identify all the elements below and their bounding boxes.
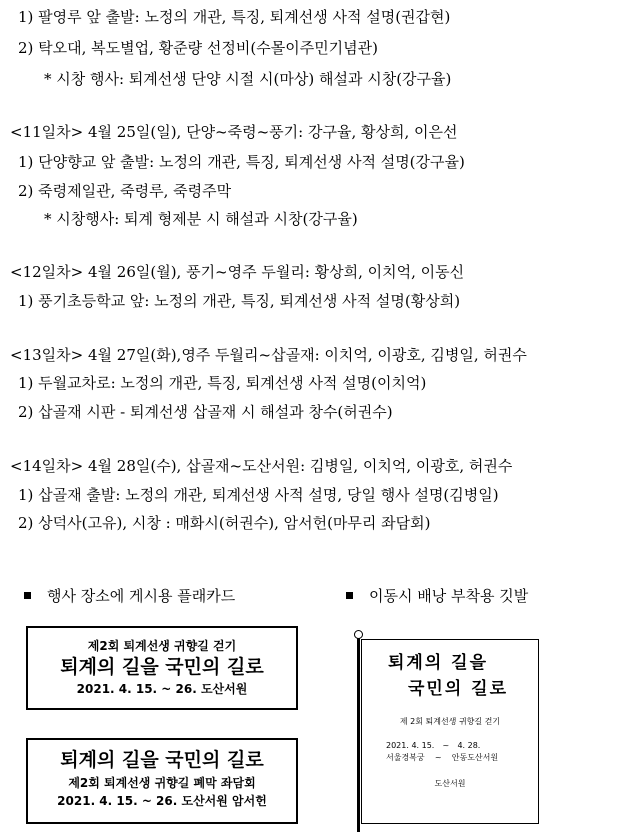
schedule-line: 1) 단양향교 앞 출발: 노정의 개관, 특징, 퇴계선생 사적 설명(강구율) — [18, 153, 465, 171]
flag-section-heading: 이동시 배낭 부착용 깃발 — [346, 587, 528, 605]
day-heading: <14일차> 4월 28일(수), 삽골재~도산서원: 김병일, 이치억, 이광호, 허권수 — [10, 457, 513, 475]
schedule-line: 1) 팔영루 앞 출발: 노정의 개관, 특징, 퇴계선생 사적 설명(권갑현) — [18, 8, 451, 26]
square-bullet-icon — [24, 592, 31, 599]
placard-subtitle: 제2회 퇴계선생 귀향길 걷기 — [87, 639, 237, 653]
flagpole — [357, 638, 360, 832]
flag-subtitle: 제 2회 퇴계선생 귀향길 걷기 — [399, 717, 501, 726]
flag-place-start: 서울경복궁 — [386, 753, 425, 762]
flag — [361, 639, 539, 824]
placard-title: 퇴계의 길을 국민의 길로 — [60, 749, 264, 771]
placard-title: 퇴계의 길을 국민의 길로 — [60, 656, 264, 678]
day-heading: <11일차> 4월 25일(일), 단양~죽령~풍기: 강구율, 황상희, 이은선 — [10, 123, 458, 141]
flag-place-end: 안동도산서원 — [451, 753, 499, 762]
flag-title-line2: 국민의 길로 — [408, 679, 509, 699]
schedule-line: 2) 상덕사(고유), 시창 : 매화시(허권수), 암서헌(마무리 좌담회) — [18, 514, 431, 532]
flag-footer: 도산서원 — [434, 779, 466, 788]
flag-dates — [362, 740, 538, 752]
schedule-line: 2) 죽령제일관, 죽령루, 죽령주막 — [18, 182, 232, 200]
flag-title-line1: 퇴계의 길을 — [388, 653, 489, 673]
placard-1 — [26, 626, 298, 710]
placard-date: 2021. 4. 15. ~ 26. 도산서원 — [76, 682, 248, 696]
schedule-line: 1) 삽골재 출발: 노정의 개관, 퇴계선생 사적 설명, 당일 행사 설명(김병일) — [18, 486, 499, 504]
day-heading: <12일차> 4월 26일(월), 풍기~영주 두월리: 황상희, 이치억, 이동신 — [10, 263, 465, 281]
flag-places — [362, 752, 538, 764]
schedule-line: 2) 탁오대, 복도별업, 황준량 선정비(수몰이주민기념관) — [18, 39, 379, 57]
schedule-line: 1) 풍기초등학교 앞: 노정의 개관, 특징, 퇴계선생 사적 설명(황상희) — [18, 292, 461, 310]
flag-date-tilde: ~ — [442, 741, 450, 750]
square-bullet-icon — [346, 592, 353, 599]
placard-subtitle: 제2회 퇴계선생 귀향길 폐막 좌담회 — [68, 776, 256, 790]
flag-place-tilde: ~ — [434, 753, 442, 762]
flag-date-end: 4. 28. — [457, 741, 481, 750]
schedule-line: * 시창 행사: 퇴계선생 단양 시절 시(마상) 해설과 시창(강구율) — [44, 70, 452, 88]
schedule-line: 2) 삽골재 시판 - 퇴계선생 삽골재 시 해설과 창수(허권수) — [18, 403, 393, 421]
schedule-line: 1) 두월교차로: 노정의 개관, 특징, 퇴계선생 사적 설명(이치억) — [18, 374, 427, 392]
placard-date: 2021. 4. 15. ~ 26. 도산서원 암서헌 — [57, 794, 267, 808]
placard-2 — [26, 738, 298, 824]
day-heading: <13일차> 4월 27일(화),영주 두월리~삽골재: 이치억, 이광호, 김병일, 허권수 — [10, 346, 527, 364]
schedule-line: * 시창행사: 퇴계 형제분 시 해설과 시창(강구율) — [44, 210, 358, 228]
placard-section-heading: 행사 장소에 게시용 플래카드 — [24, 587, 235, 605]
flag-date-start: 2021. 4. 15. — [386, 741, 435, 750]
